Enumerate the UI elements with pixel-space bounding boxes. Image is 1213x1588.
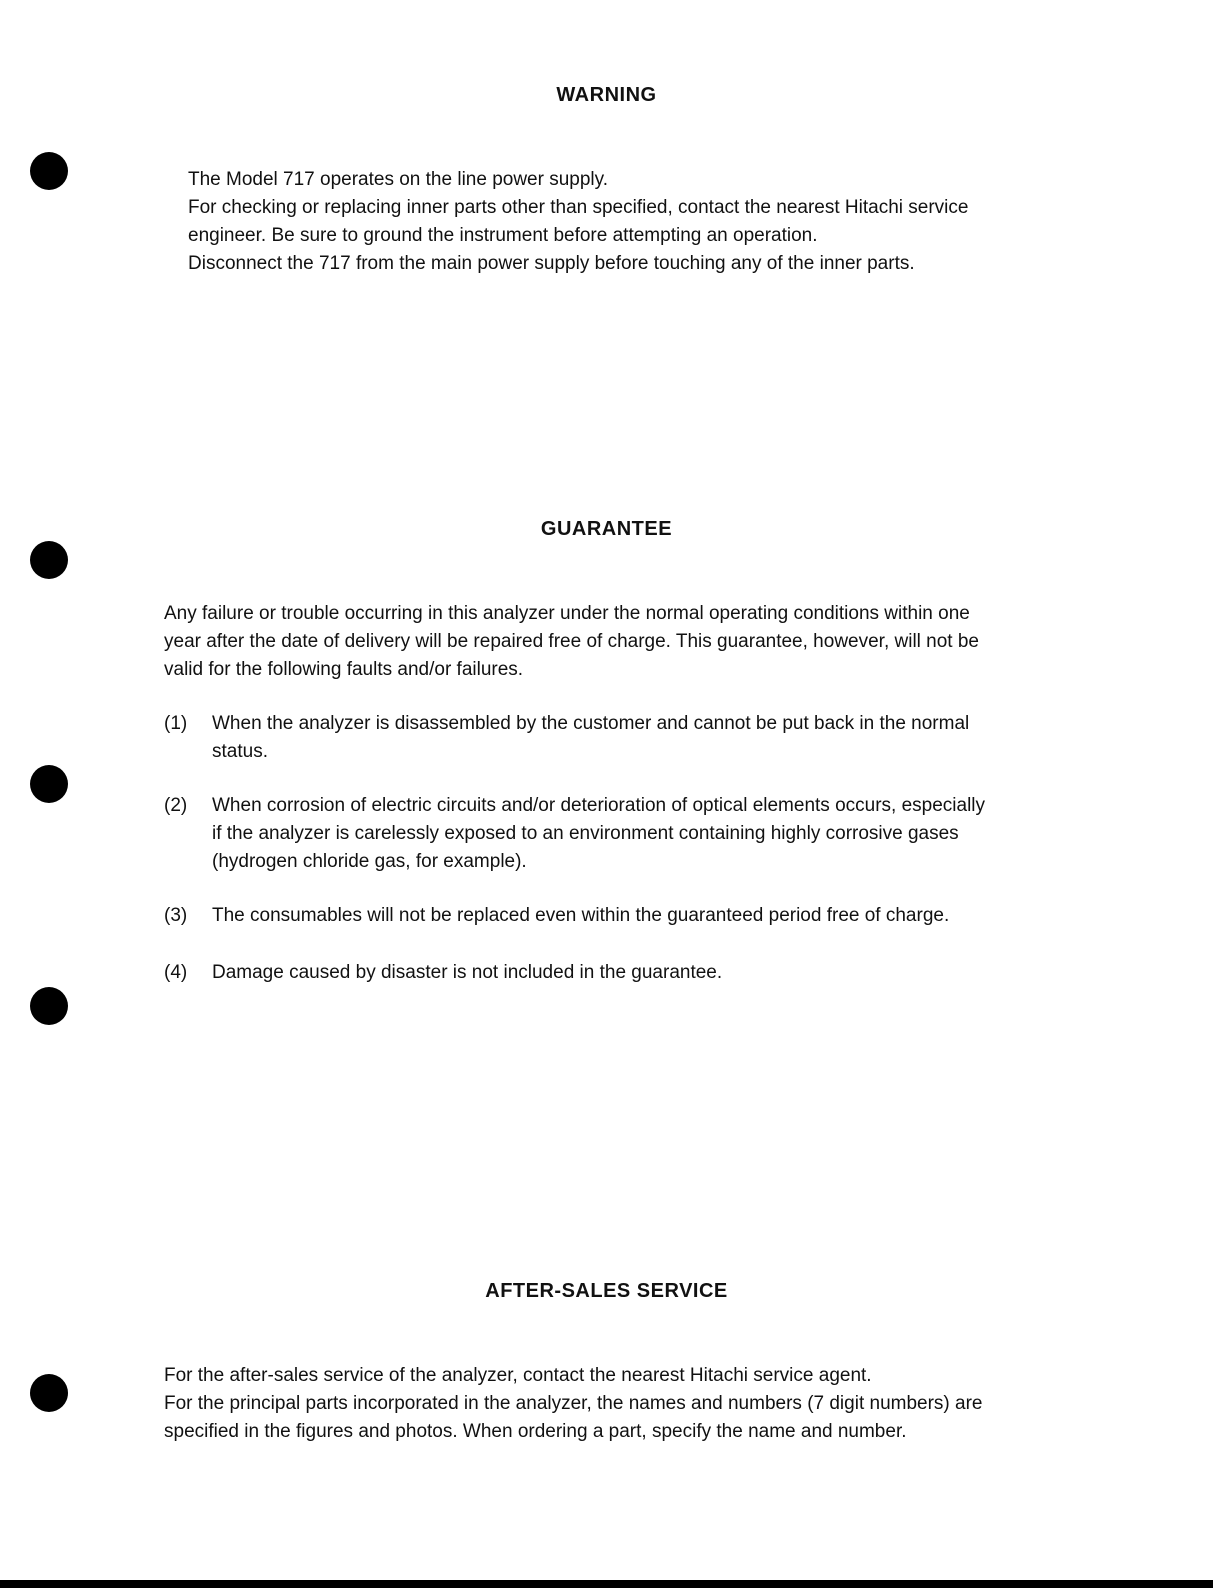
warning-heading: WARNING: [556, 84, 657, 106]
guarantee-heading: GUARANTEE: [540, 518, 673, 540]
punch-hole-2: [30, 541, 68, 579]
warning-line: For checking or replacing inner parts other than specified, contact the nearest Hitachi service: [188, 197, 969, 218]
warning-line: The Model 717 operates on the line power supply.: [188, 169, 609, 190]
item-number: (2): [164, 795, 188, 816]
warning-line: engineer. Be sure to ground the instrument before attempting an operation.: [188, 225, 818, 246]
guarantee-intro-line: year after the date of delivery will be repaired free of charge. This guarantee, however, will not be: [164, 631, 979, 652]
after-sales-line: specified in the figures and photos. When ordering a part, specify the name and number.: [164, 1421, 907, 1442]
item-number: (3): [164, 905, 188, 926]
bottom-rule: [0, 1580, 1213, 1588]
item-number: (1): [164, 713, 188, 734]
item-line: When corrosion of electric circuits and/or deterioration of optical elements occurs, especially: [212, 795, 986, 816]
punch-hole-3: [30, 765, 68, 803]
item-line: Damage caused by disaster is not included in the guarantee.: [212, 962, 723, 983]
punch-hole-4: [30, 987, 68, 1025]
item-number: (4): [164, 962, 188, 983]
item-line: if the analyzer is carelessly exposed to an environment containing highly corrosive gases: [212, 823, 959, 844]
guarantee-intro-line: valid for the following faults and/or failures.: [164, 659, 524, 680]
item-line: When the analyzer is disassembled by the customer and cannot be put back in the normal: [212, 713, 970, 734]
after-sales-heading: AFTER-SALES SERVICE: [485, 1280, 728, 1302]
after-sales-line: For the after-sales service of the analyzer, contact the nearest Hitachi service agent.: [164, 1365, 872, 1386]
after-sales-line: For the principal parts incorporated in the analyzer, the names and numbers (7 digit numbers) are: [164, 1393, 983, 1414]
warning-line: Disconnect the 717 from the main power supply before touching any of the inner parts.: [188, 253, 915, 274]
item-line: (hydrogen chloride gas, for example).: [212, 851, 527, 872]
item-line: status.: [212, 741, 268, 762]
item-line: The consumables will not be replaced even within the guaranteed period free of charge.: [212, 905, 950, 926]
punch-hole-1: [30, 152, 68, 190]
punch-hole-5: [30, 1374, 68, 1412]
guarantee-intro-line: Any failure or trouble occurring in this analyzer under the normal operating conditions within one: [164, 603, 970, 624]
